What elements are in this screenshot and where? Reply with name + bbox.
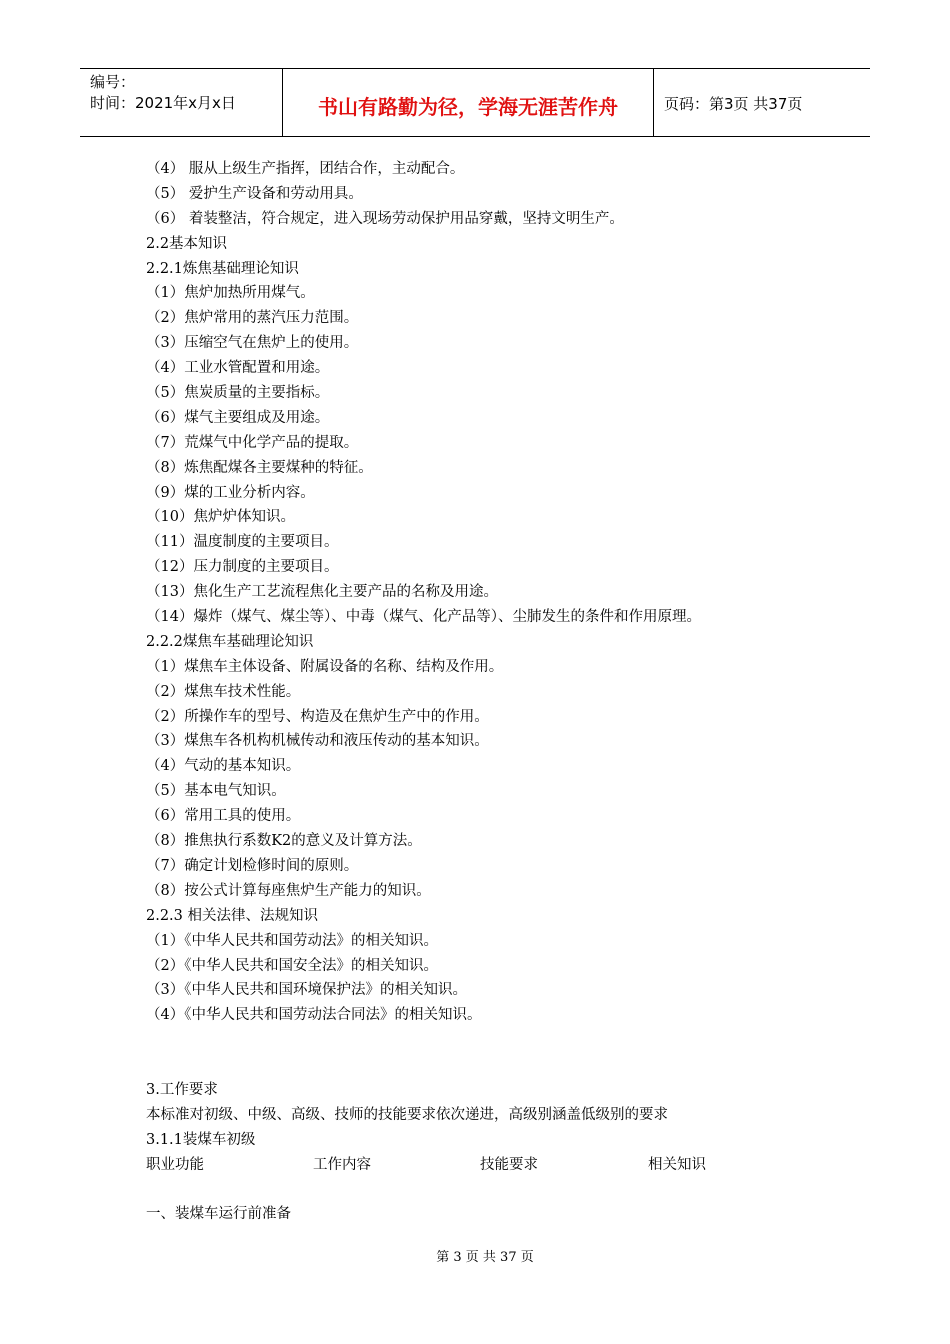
body-line: （5）基本电气知识。: [146, 783, 286, 800]
header-page-number: 页码：第3页 共37页: [664, 95, 803, 113]
body-line: （6） 着装整洁，符合规定，进入现场劳动保护用品穿戴，坚持文明生产。: [146, 210, 624, 227]
section-3-1-1-title: 3.1.1装煤车初级: [146, 1131, 256, 1148]
column-header-function: 职业功能: [146, 1156, 204, 1173]
header-meta: [80, 69, 282, 136]
body-line: （11）温度制度的主要项目。: [146, 534, 339, 551]
body-line: （2）所操作车的型号、构造及在焦炉生产中的作用。: [146, 708, 489, 725]
section-3-title: 3.工作要求: [146, 1081, 218, 1098]
column-header-knowledge: 相关知识: [648, 1156, 706, 1173]
body-line: （7）确定计划检修时间的原则。: [146, 857, 359, 874]
knowledge-list: [146, 157, 846, 1028]
body-line: （3）煤焦车各机构机械传动和液压传动的基本知识。: [146, 733, 489, 750]
body-line: （3）压缩空气在焦炉上的使用。: [146, 335, 359, 352]
header-motto: 书山有路勤为径，学海无涯苦作舟: [282, 69, 654, 136]
body-line: （13）焦化生产工艺流程焦化主要产品的名称及用途。: [146, 584, 498, 601]
body-line: （2）焦炉常用的蒸汽压力范围。: [146, 310, 359, 327]
body-line: （6）常用工具的使用。: [146, 808, 301, 825]
body-line: 2.2基本知识: [146, 235, 228, 252]
body-line: （10）焦炉炉体知识。: [146, 509, 295, 526]
section-3-intro: 本标准对初级、中级、高级、技师的技能要求依次递进，高级别涵盖低级别的要求: [146, 1106, 668, 1123]
body-line: （6）煤气主要组成及用途。: [146, 409, 330, 426]
body-line: （8）炼焦配煤各主要煤种的特征。: [146, 459, 373, 476]
body-line: （5）焦炭质量的主要指标。: [146, 385, 330, 402]
section-3-item-1: 一、装煤车运行前准备: [146, 1206, 291, 1223]
body-line: （1）煤焦车主体设备、附属设备的名称、结构及作用。: [146, 658, 504, 675]
body-line: 2.2.2煤焦车基础理论知识: [146, 633, 314, 650]
column-header-skills: 技能要求: [480, 1156, 538, 1173]
body-line: （5） 爱护生产设备和劳动用具。: [146, 185, 363, 202]
document-body: [146, 157, 846, 1227]
body-line: （1）《中华人民共和国劳动法》的相关知识。: [146, 932, 438, 949]
body-line: （7）荒煤气中化学产品的提取。: [146, 434, 359, 451]
document-date-label: 时间：2021年x月x日: [90, 94, 236, 112]
body-line: 2.2.3 相关法律、法规知识: [146, 907, 319, 924]
body-line: （14）爆炸（煤气、煤尘等）、中毒（煤气、化产品等）、尘肺发生的条件和作用原理。: [146, 609, 701, 626]
body-line: （3）《中华人民共和国环境保护法》的相关知识。: [146, 982, 467, 999]
body-line: 2.2.1炼焦基础理论知识: [146, 260, 299, 277]
body-line: （4） 服从上级生产指挥，团结合作，主动配合。: [146, 161, 465, 177]
body-line: （4）气动的基本知识。: [146, 758, 301, 775]
body-line: （4）工业水管配置和用途。: [146, 360, 330, 377]
page-footer: 第 3 页 共 37 页: [436, 1250, 534, 1265]
requirements-column-headers: [146, 1153, 846, 1178]
body-line: （2）煤焦车技术性能。: [146, 683, 301, 700]
page-header: [80, 68, 870, 137]
body-line: （1）焦炉加热所用煤气。: [146, 285, 315, 302]
document-number-label: 编号：: [90, 73, 136, 91]
body-line: （8）按公式计算每座焦炉生产能力的知识。: [146, 882, 431, 899]
body-line: （2）《中华人民共和国安全法》的相关知识。: [146, 957, 438, 974]
body-line: （4）《中华人民共和国劳动法合同法》的相关知识。: [146, 1007, 482, 1024]
body-line: （12）压力制度的主要项目。: [146, 559, 339, 576]
body-line: （8）推焦执行系数K2的意义及计算方法。: [146, 833, 422, 850]
column-header-content: 工作内容: [313, 1156, 371, 1173]
body-line: （9）煤的工业分析内容。: [146, 484, 315, 501]
